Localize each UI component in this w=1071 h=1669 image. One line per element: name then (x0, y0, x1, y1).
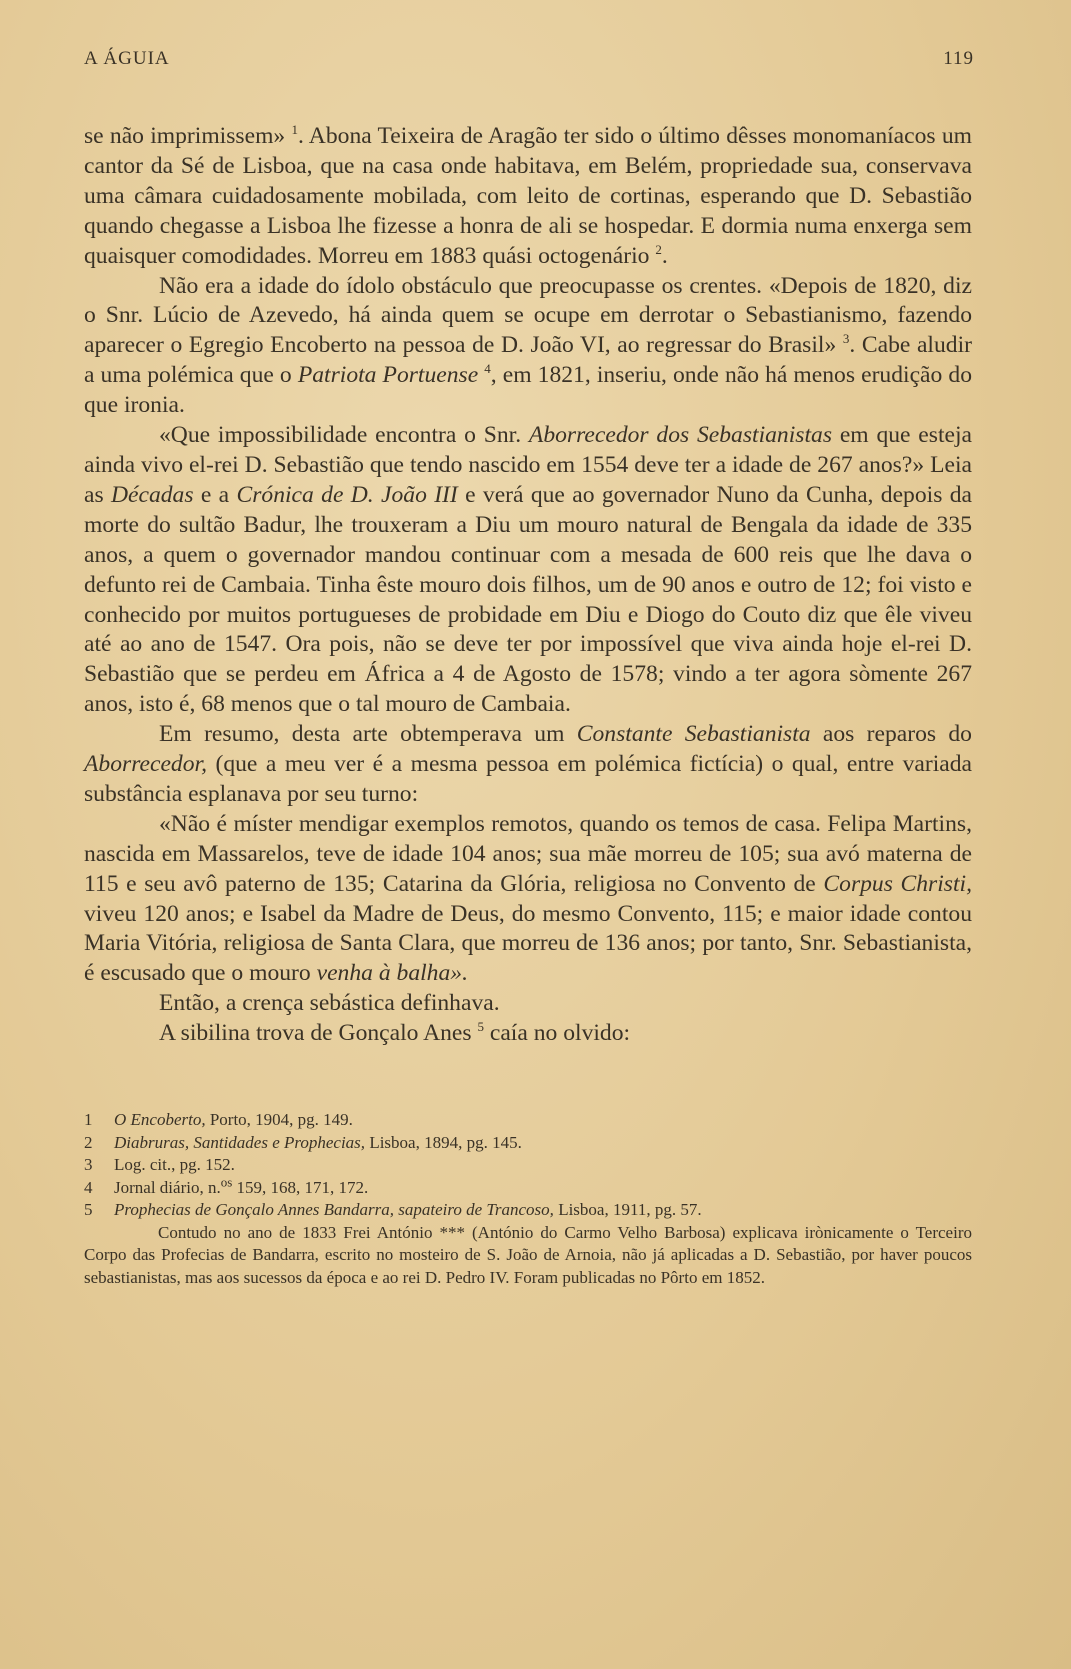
footnote-number: 4 (84, 1177, 93, 1197)
paragraph: A sibilina trova de Gonçalo Anes $^5$ caía no olvido: (159, 1019, 631, 1047)
paragraph: «Não é míster mendigar exemplos remotos, quando os temos de casa. Felipa Martins, nascida em Massarelos, teve de idade 104 anos; sua mãe morreu de 105; sua avó materna de 115 e seu avô paterno de 135; Catarina da Glória, religiosa no Convento de Corpus Christi, viveu 120 anos; e Isabel da Madre de Deus, do mesmo Convento, 115; e maior idade contou Maria Vitória, religiosa de Santa Clara, que morreu de 136 anos; por tanto, Snr. Sebastianista, é escusado que o mouro venha à balha». (84, 810, 972, 987)
footnote-continuation: Contudo no ano de 1833 Frei António *** (António do Carmo Velho Barbosa) explicava irònicamente o Terceiro Corpo das Profecias de Bandarra, escrito no mosteiro de S. João de Arnoia, não já aplicadas a D. Sebastião, por haver poucos sebastianistas, mas aos sucessos da época e ao rei D. Pedro IV. Foram publicadas no Pôrto em 1852. (84, 1222, 972, 1287)
page-number: 119 (943, 48, 974, 69)
footnote-number: 2 (84, 1132, 93, 1152)
footnote-number: 1 (84, 1110, 93, 1130)
footnote-text: Jornal diário, n.$^{os}$ 159, 168, 171, 172. (114, 1173, 369, 1197)
running-header (84, 48, 972, 70)
footnote-text: Log. cit., pg. 152. (114, 1155, 235, 1175)
footnote-number: 3 (84, 1155, 93, 1175)
footnote (84, 1154, 972, 1177)
footnote-text: Prophecias de Gonçalo Annes Bandarra, sapateiro de Trancoso, Lisboa, 1911, pg. 57. (114, 1200, 702, 1220)
paragraph: «Que impossibilidade encontra o Snr. Aborrecedor dos Sebastianistas em que esteja ainda vivo el-rei D. Sebastião que tendo nascido em 1554 deve ter a idade de 267 anos?» Leia as Décadas e a Crónica de D. João III e verá que ao governador Nuno da Cunha, depois da morte do sultão Badur, lhe trouxeram a Diu um mouro natural de Bengala da idade de 335 anos, a quem o governador mandou continuar com a mesada de 600 reis que lhe dava o defunto rei de Cambaia. Tinha êste mouro dois filhos, um de 90 anos e outro de 12; foi visto e conhecido por muitos portugueses de probidade em Diu e Diogo do Couto diz que êle viveu até ao ano de 1547. Ora pois, não se deve ter por impossível que viva ainda hoje el-rei D. Sebastião que se perdeu em África a 4 de Agosto de 1578; vindo a ter agora sòmente 267 anos, isto é, 68 menos que o tal mouro de Cambaia. (84, 422, 973, 718)
footnotes (84, 1109, 972, 1289)
footnote-number: 5 (84, 1200, 93, 1220)
footnote (84, 1132, 972, 1155)
footnote (84, 1199, 972, 1222)
paragraph: se não imprimissem» $^1$. Abona Teixeira de Aragão ter sido o último dêsses monomaníacos um cantor da Sé de Lisboa, que na casa onde habitava, em Belém, propriedade sua, conservava uma câmara cuidadosamente mobilada, com leito de cortinas, esperando que D. Sebastião quando chegasse a Lisboa lhe fizesse a honra de ali se hospedar. E dormia numa enxerga sem quaisquer comodidades. Morreu em 1883 quási octogenário $^2$. (84, 122, 972, 269)
body-text (84, 122, 972, 1049)
page (84, 48, 972, 1289)
footnote (84, 1109, 972, 1132)
paragraph: Não era a idade do ídolo obstáculo que preocupasse os crentes. «Depois de 1820, diz o Snr. Lúcio de Azevedo, há ainda quem se ocupe em derrotar o Sebastianismo, fazendo aparecer o Egregio Encoberto na pessoa de D. João VI, ao regressar do Brasil» $^3$. Cabe aludir a uma polémica que o Patriota Portuense $^4$, em 1821, inseriu, onde não há menos erudição do que ironia. (84, 272, 972, 419)
footnote (84, 1173, 972, 1200)
footnote-text: Diabruras, Santidades e Prophecias, Lisboa, 1894, pg. 145. (114, 1132, 522, 1152)
journal-title: A ÁGUIA (84, 48, 170, 69)
footnote-text: O Encoberto, Porto, 1904, pg. 149. (114, 1110, 353, 1130)
paragraph: Em resumo, desta arte obtemperava um Constante Sebastianista aos reparos do Aborrecedor, (que a meu ver é a mesma pessoa em polémica fictícia) o qual, entre variada substância esplanava por seu turno: (84, 721, 972, 807)
paragraph: Então, a crença sebástica definhava. (159, 990, 500, 1017)
